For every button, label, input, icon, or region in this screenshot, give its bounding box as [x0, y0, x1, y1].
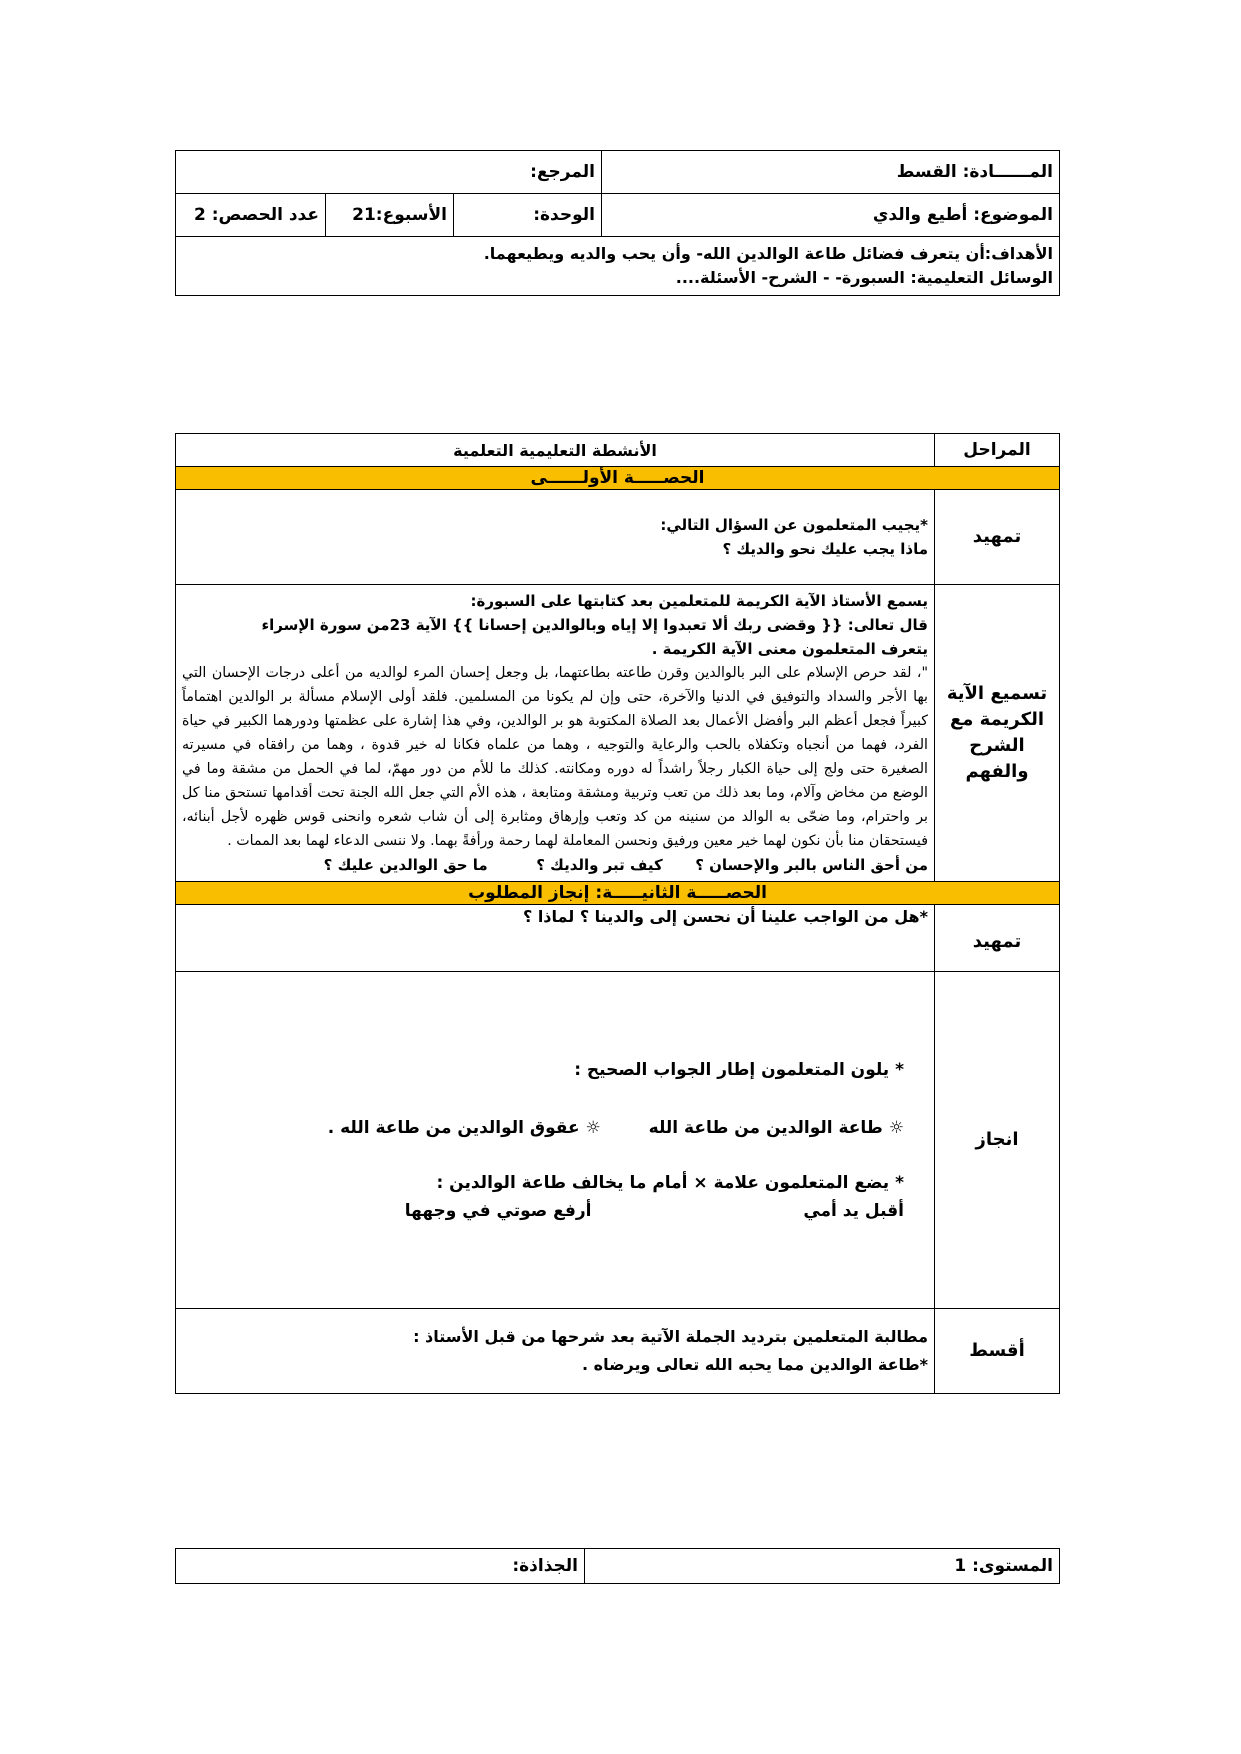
activity-intro-1: [176, 490, 935, 585]
activity-intro-2: *هل من الواجب علينا أن نحسن إلى والدينا ؟ لماذا ؟: [176, 905, 935, 972]
objectives-text: الأهداف:أن يتعرف فضائل طاعة الوالدين الله- وأن يحب والديه ويطيعهما.: [483, 244, 1053, 263]
activities-table: [175, 433, 1060, 1394]
questions-line: [182, 853, 928, 877]
sun-icon: ☼: [585, 1118, 601, 1138]
phase-intro-1: تمهيد: [935, 490, 1060, 585]
level-cell: المستوى: 1: [585, 1549, 1060, 1584]
items-line: [182, 1197, 904, 1225]
activity-assessment: [176, 1309, 935, 1394]
activity-recitation: [176, 585, 935, 882]
item-1: أقبل يد أمي: [803, 1201, 904, 1221]
explanation-paragraph: "، لقد حرص الإسلام على البر بالوالدين وقرن طاعته بطاعتهما، بل وجعل إحسان المرء لوالديه من أعلى درجات الإحسان التي بها الأجر والسداد والتوفيق في الدنيا والآخرة، حتى وإن لم يكونا من المسلمين. فلقد أولى الإسلام مسألة بر الوالدين اهتماماً كبيراً فجعل أعظم البر وأفضل الأعمال بعد الصلاة المكتوبة هو بر الوالدين، وفي هذا إشارة على عظمتها ودورهما الكبير في حياة الفرد، فهما من أنجباه وتكفلاه بالحب والرعاية والتوجيه ، وهما من علماه فكانا له خير قدوة ، وهما من رافقاه في مسيرته الصغيرة حتى ولج إلى حياة الكبار رجلاً راشداً له دوره ومكانته. كذلك ما للأم من دور مهمّ، لما في الحمل من مشقة وما في الوضع من مخاض وآلام، وما بعد ذلك من تعب وتربية ومشقة ومتابعة ، هذه الأم التي جعل الله الجنة تحت أقدامها تستحق منا كل بر واحترام، وما ضحّى به الوالد من سنينه من كد وتعب وإرهاق ومثابرة إلى أن شاب شعره وانحنى قوس ظهره لأجل أبنائه، فيستحقان منا بأن نكون لهما خير معين ورفيق ونحسن المعاملة لهما رحمة ورأفةً بهما. ولا ننسى الدعاء لهما بعد الممات .: [182, 665, 928, 849]
session-2-title: الحصـــــة الثانيـــــة: إنجاز المطلوب: [176, 882, 1060, 905]
sessions-count-cell: عدد الحصص: 2: [176, 194, 326, 237]
activity-line: مطالبة المتعلمين بترديد الجملة الآتية بعد شرحها من قبل الأستاذ :: [413, 1327, 928, 1346]
activities-column-header: الأنشطة التعليمية التعلمية: [176, 434, 935, 467]
topic-cell: [602, 194, 1060, 237]
activity-line: *يجيب المتعلمون عن السؤال التالي:: [660, 516, 928, 534]
phase-assessment: أقسط: [935, 1309, 1060, 1394]
phases-column-header: المراحل: [935, 434, 1060, 467]
branch-cell: الجذاذة:: [176, 1549, 585, 1584]
choices-line: [182, 1113, 904, 1143]
activity-line: يتعرف المتعلمون معنى الآية الكريمة .: [651, 640, 928, 658]
means-text: الوسائل التعليمية: السبورة- - الشرح- الأسئلة....: [675, 268, 1053, 287]
activity-line: يسمع الأستاذ الآية الكريمة للمتعلمين بعد كتابتها على السبورة:: [470, 592, 928, 610]
objectives-cell: [176, 237, 1060, 296]
session-1-title: الحصـــــة الأولــــــى: [176, 467, 1060, 490]
question-3: ما حق الوالدين عليك ؟: [323, 856, 488, 874]
activity-line: *طاعة الوالدين مما يحبه الله تعالى ويرضاه .: [581, 1355, 928, 1374]
reference-cell: المرجع:: [176, 151, 602, 194]
question-2: كيف تبر والديك ؟: [536, 856, 663, 874]
instruction-color-answer: * يلون المتعلمون إطار الجواب الصحيح :: [574, 1060, 904, 1080]
topic-text: الموضوع: أطيع والدي: [872, 205, 1053, 225]
phase-intro-2: تمهيد: [935, 905, 1060, 972]
activity-achievement: [176, 972, 935, 1309]
week-cell: الأسبوع:21: [326, 194, 454, 237]
sun-icon: ☼: [888, 1118, 904, 1138]
phase-recitation: تسميع الآية الكريمة مع الشرح والفهم: [935, 585, 1060, 882]
unit-cell: الوحدة:: [454, 194, 602, 237]
choice-2: عقوق الوالدين من طاعة الله .: [327, 1118, 580, 1138]
subject-cell: المــــــادة: القسط: [602, 151, 1060, 194]
item-2: أرفع صوتي في وجهها: [404, 1201, 592, 1221]
verse-line: قال تعالى: {{ وقضى ربك ألا تعبدوا إلا إياه وبالوالدين إحسانا }} الآية 23من سورة الإسراء: [261, 616, 928, 634]
activity-line: ماذا يجب عليك نحو والديك ؟: [722, 540, 928, 558]
instruction-mark-cross: * يضع المتعلمون علامة × أمام ما يخالف طاعة الوالدين :: [436, 1173, 904, 1193]
question-1: من أحق الناس بالبر والإحسان ؟: [695, 856, 928, 874]
phase-achievement: انجاز: [935, 972, 1060, 1309]
footer-table: [175, 1548, 1060, 1584]
header-table: [175, 150, 1060, 296]
choice-1: طاعة الوالدين من طاعة الله: [648, 1118, 883, 1138]
